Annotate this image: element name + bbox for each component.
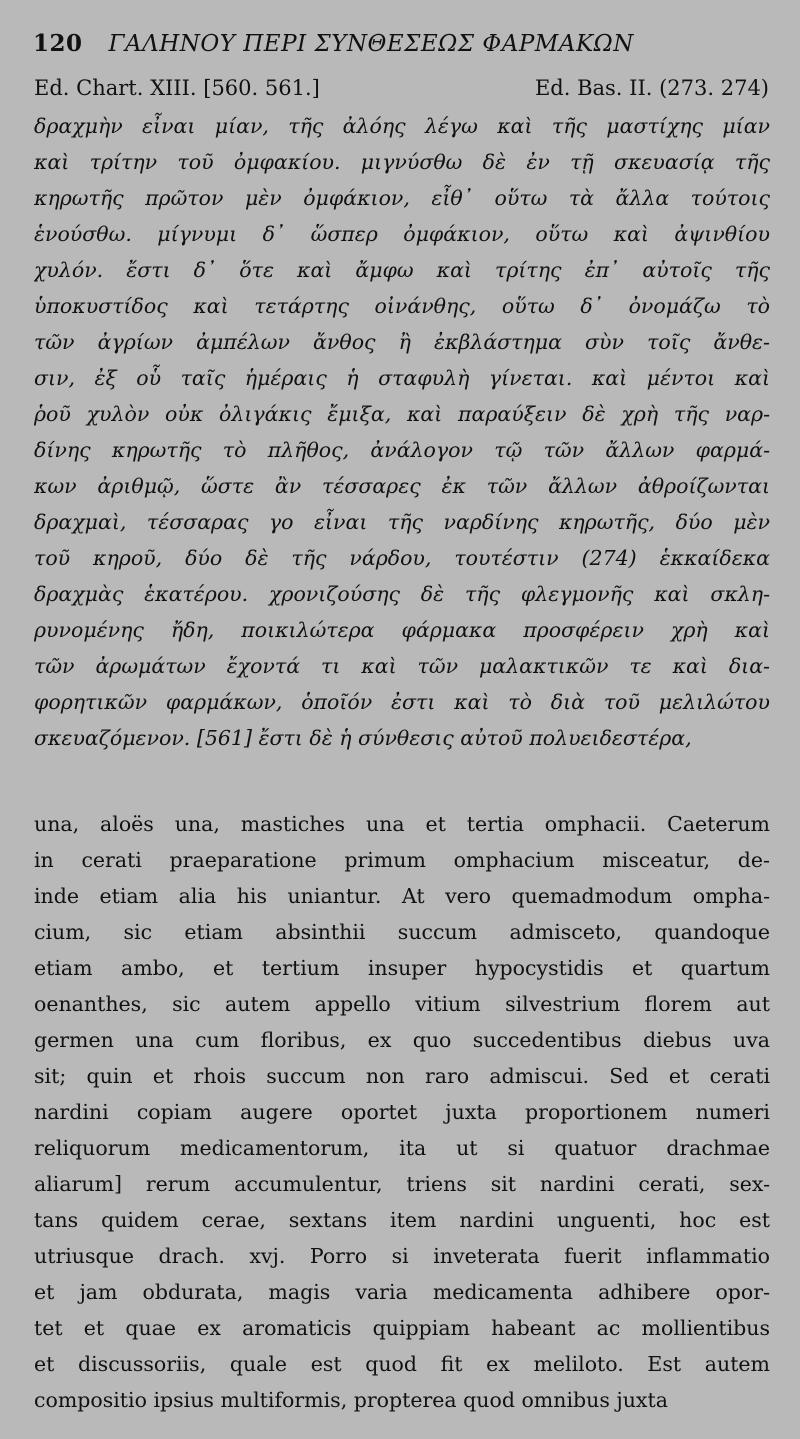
greek-text-line: κων ἀριθμῷ, ὥστε ἂν τέσσαρες ἐκ τῶν ἄλλων ἀθροίζωνται: [34, 474, 770, 498]
greek-text-line: καὶ τρίτην τοῦ ὀμφακίου. μιγνύσθω δὲ ἐν τῇ σκευασίᾳ τῆς: [34, 150, 770, 174]
greek-text-block: [34, 108, 770, 756]
greek-text-line: σιν, ἐξ οὗ ταῖς ἡμέραις ἡ σταφυλὴ γίνεται. καὶ μέντοι καὶ: [34, 366, 770, 390]
greek-text-line: φορητικῶν φαρμάκων, ὁποῖόν ἐστι καὶ τὸ διὰ τοῦ μελιλώτου: [34, 690, 770, 714]
greek-text-line: δραχμὴν εἶναι μίαν, τῆς ἀλόης λέγω καὶ τῆς μαστίχης μίαν: [34, 114, 770, 138]
greek-text-line: δραχμαὶ, τέσσαρας γο εἶναι τῆς ναρδίνης κηρωτῆς, δύο μὲν: [34, 510, 770, 534]
greek-text-line: δίνης κηρωτῆς τὸ πλῆθος, ἀνάλογον τῷ τῶν ἄλλων φαρμά-: [34, 438, 770, 462]
latin-text-line: tet et quae ex aromaticis quippiam habeant ac mollientibus: [34, 1316, 770, 1340]
latin-text-line: tans quidem cerae, sextans item nardini unguenti, hoc est: [34, 1208, 770, 1232]
latin-text-line: una, aloës una, mastiches una et tertia omphacii. Caeterum: [34, 812, 770, 836]
edition-chart-ref: Ed. Chart. XIII. [560. 561.]: [34, 76, 320, 100]
greek-text-line: ρυνομένης ἤδη, ποικιλώτερα φάρμακα προσφέρειν χρὴ καὶ: [34, 618, 770, 642]
greek-text-line: χυλόν. ἔστι δ᾽ ὅτε καὶ ἄμφω καὶ τρίτης ἐπ᾽ αὐτοῖς τῆς: [34, 258, 770, 282]
page-number: 120: [33, 30, 83, 57]
greek-text-line: ὑποκυστίδος καὶ τετάρτης οἰνάνθης, οὕτω δ᾽ ὀνομάζω τὸ: [34, 294, 770, 318]
greek-text-line: τῶν ἀρωμάτων ἔχοντά τι καὶ τῶν μαλακτικῶν τε καὶ δια-: [34, 654, 770, 678]
latin-text-line: inde etiam alia his uniantur. At vero quemadmodum ompha-: [34, 884, 770, 908]
greek-text-line: ῥοῦ χυλὸν οὐκ ὀλιγάκις ἔμιξα, καὶ παραύξειν δὲ χρὴ τῆς ναρ-: [34, 402, 770, 426]
latin-text-line: compositio ipsius multiformis, propterea quod omnibus juxta: [34, 1388, 668, 1412]
latin-text-line: germen una cum floribus, ex quo succedentibus diebus uva: [34, 1028, 770, 1052]
greek-text-line: κηρωτῆς πρῶτον μὲν ὀμφάκιον, εἶθ᾽ οὕτω τὰ ἄλλα τούτοις: [34, 186, 770, 210]
latin-text-line: utriusque drach. xvj. Porro si inveterata fuerit inflammatio: [34, 1244, 770, 1268]
greek-text-line: τοῦ κηροῦ, δύο δὲ τῆς νάρδου, τουτέστιν (274) ἑκκαίδεκα: [34, 546, 770, 570]
latin-text-line: nardini copiam augere oportet juxta proportionem numeri: [34, 1100, 770, 1124]
running-header: [33, 30, 773, 64]
latin-text-line: cium, sic etiam absinthii succum admisceto, quandoque: [34, 920, 770, 944]
greek-text-line: τῶν ἀγρίων ἀμπέλων ἄνθος ἢ ἐκβλάστημα σὺν τοῖς ἄνθε-: [34, 330, 770, 354]
latin-text-line: in cerati praeparatione primum omphacium misceatur, de-: [34, 848, 770, 872]
latin-text-line: aliarum] rerum accumulentur, triens sit nardini cerati, sex-: [34, 1172, 770, 1196]
latin-text-line: reliquorum medicamentorum, ita ut si quatuor drachmae: [34, 1136, 770, 1160]
latin-text-line: et jam obdurata, magis varia medicamenta adhibere opor-: [34, 1280, 770, 1304]
latin-text-line: oenanthes, sic autem appello vitium silvestrium florem aut: [34, 992, 770, 1016]
greek-text-line: δραχμὰς ἑκατέρου. χρονιζούσης δὲ τῆς φλεγμονῆς καὶ σκλη-: [34, 582, 770, 606]
greek-text-line: ἑνούσθω. μίγνυμι δ᾽ ὥσπερ ὀμφάκιον, οὕτω καὶ ἀψινθίου: [34, 222, 770, 246]
latin-text-line: et discussoriis, quale est quod fit ex meliloto. Est autem: [34, 1352, 770, 1376]
running-title: ΓΑΛΗΝΟΥ ΠΕΡΙ ΣΥΝΘΕΣΕΩΣ ΦΑΡΜΑΚΩΝ: [108, 31, 634, 57]
edition-references: [34, 76, 769, 104]
latin-text-block: [34, 806, 770, 1418]
latin-text-line: etiam ambo, et tertium insuper hypocystidis et quartum: [34, 956, 770, 980]
latin-text-line: sit; quin et rhois succum non raro admiscui. Sed et cerati: [34, 1064, 770, 1088]
edition-bas-ref: Ed. Bas. II. (273. 274): [534, 76, 769, 100]
greek-text-line: σκευαζόμενον. [561] ἔστι δὲ ἡ σύνθεσις αὐτοῦ πολυειδεστέρα,: [34, 726, 692, 750]
